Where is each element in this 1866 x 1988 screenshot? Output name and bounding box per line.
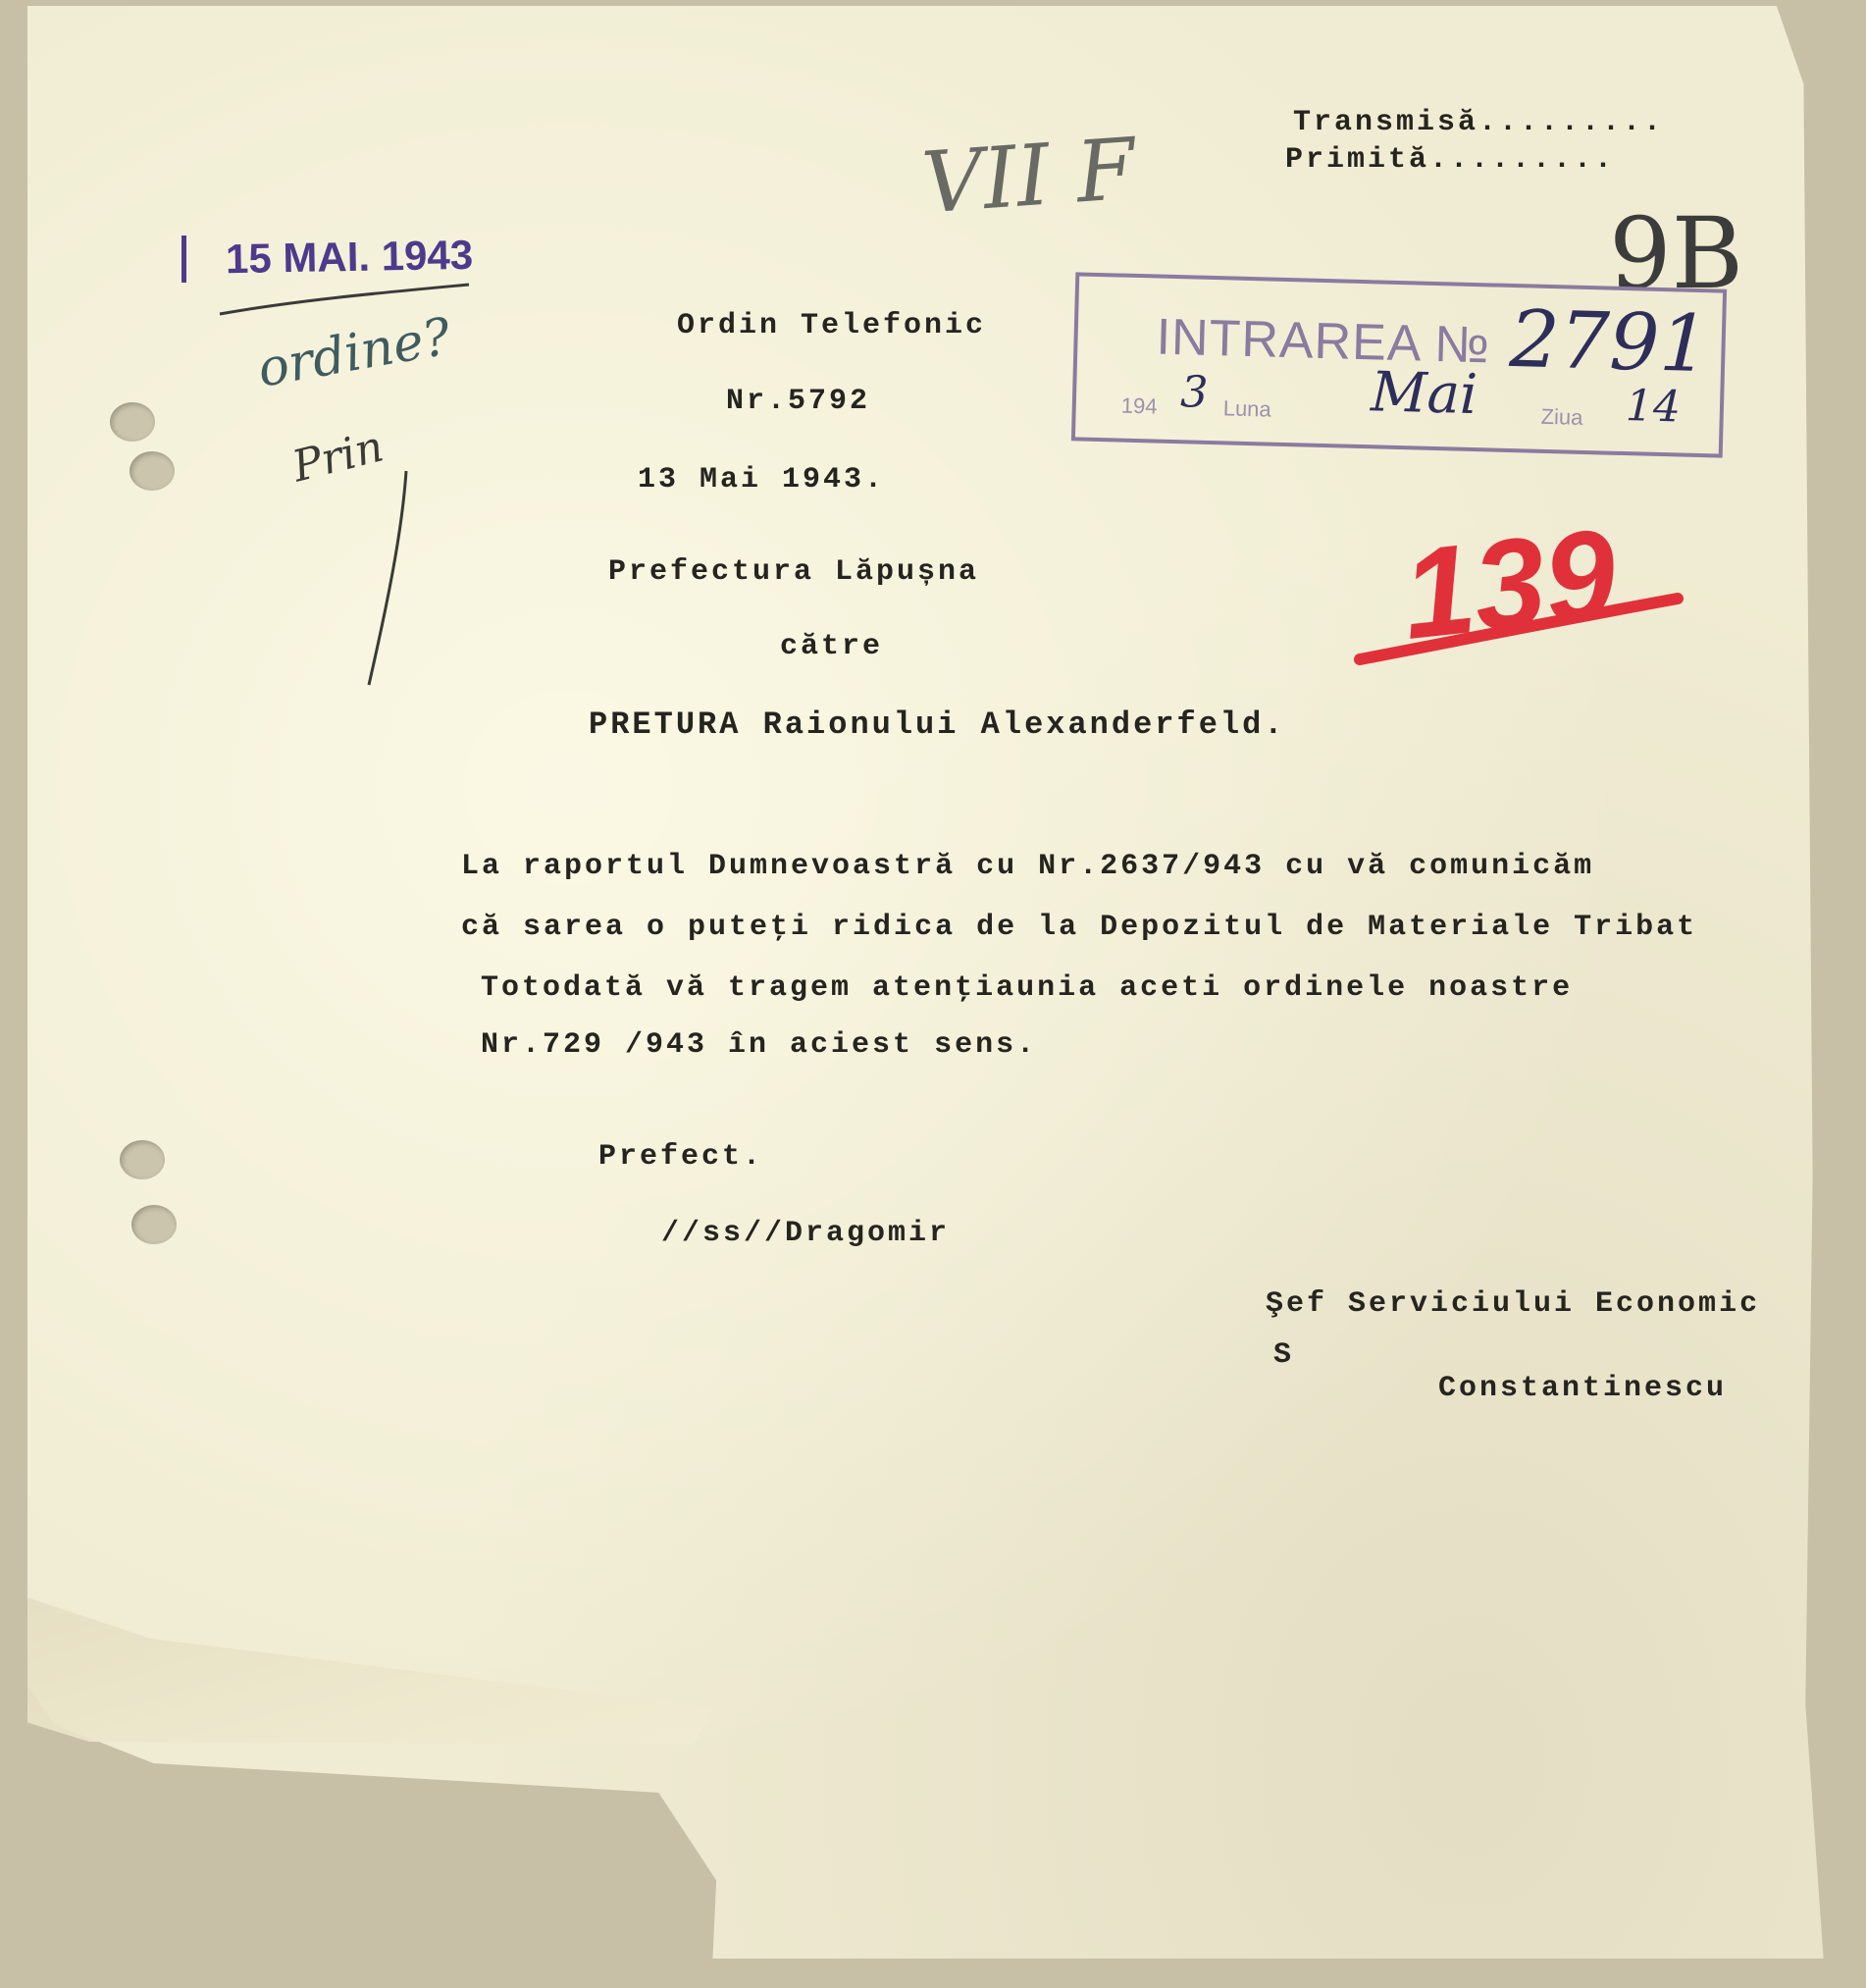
- body-line: că sarea o puteţi ridica de la Depozitul de Materiale Tribat: [461, 911, 1698, 944]
- signature-name: //ss//Dragomir: [661, 1217, 951, 1250]
- document-type: Ordin Telefonic: [677, 309, 987, 342]
- entry-month-value: Mai: [1370, 360, 1478, 428]
- punch-hole: [131, 1205, 177, 1244]
- entry-number: 2791: [1508, 292, 1711, 391]
- punch-hole: [110, 402, 155, 442]
- entry-stamp-title: INTRAREA №: [1155, 308, 1491, 375]
- transmisa-line: [1293, 106, 1664, 139]
- to-word: către: [780, 630, 884, 663]
- handwritten-corner-mark: 9B: [1609, 196, 1744, 311]
- entry-day-value: 14: [1625, 381, 1682, 433]
- transmisa-label: Transmisă: [1293, 106, 1479, 139]
- sender: Prefectura Lăpușna: [608, 555, 980, 589]
- entry-register-stamp: [1071, 272, 1727, 457]
- received-date-stamp: 15 MAI. 1943: [225, 231, 474, 283]
- pencil-stroke: [363, 461, 422, 697]
- stamp-bar: [181, 235, 186, 283]
- handwritten-roman-numeral: VII F: [918, 120, 1139, 234]
- recipient: PRETURA Raionului Alexanderfeld.: [589, 706, 1286, 743]
- entry-day-label: Ziua: [1540, 403, 1583, 430]
- entry-year-digit: 3: [1179, 367, 1209, 418]
- red-underline: [1354, 589, 1687, 677]
- punch-hole: [130, 451, 175, 491]
- service-initial: S: [1273, 1338, 1295, 1372]
- handwritten-query: ordine?: [253, 307, 455, 399]
- red-register-number: 139: [1395, 501, 1623, 666]
- primita-line: [1285, 143, 1615, 177]
- primita-dots: .........: [1429, 143, 1616, 177]
- signature-title: Prefect.: [598, 1140, 764, 1174]
- body-line: Nr.729 /943 în aciest sens.: [481, 1028, 1038, 1062]
- document-date: 13 Mai 1943.: [638, 463, 886, 497]
- service-line: Şef Serviciului Economic: [1266, 1287, 1761, 1321]
- punch-hole: [120, 1140, 165, 1179]
- handwritten-initials: Prin: [287, 421, 389, 493]
- document-number: Nr.5792: [726, 385, 871, 418]
- service-name: Constantinescu: [1438, 1372, 1728, 1405]
- body-line: La raportul Dumnevoastră cu Nr.2637/943 cu vă comunicăm: [461, 850, 1595, 883]
- transmisa-dots: .........: [1478, 106, 1665, 139]
- entry-month-label: Luna: [1222, 395, 1272, 422]
- entry-year-label: 194: [1120, 392, 1158, 419]
- primita-label: Primită: [1285, 143, 1430, 177]
- body-line: Totodată vă tragem atenţiaunia aceti ordinele noastre: [481, 971, 1574, 1005]
